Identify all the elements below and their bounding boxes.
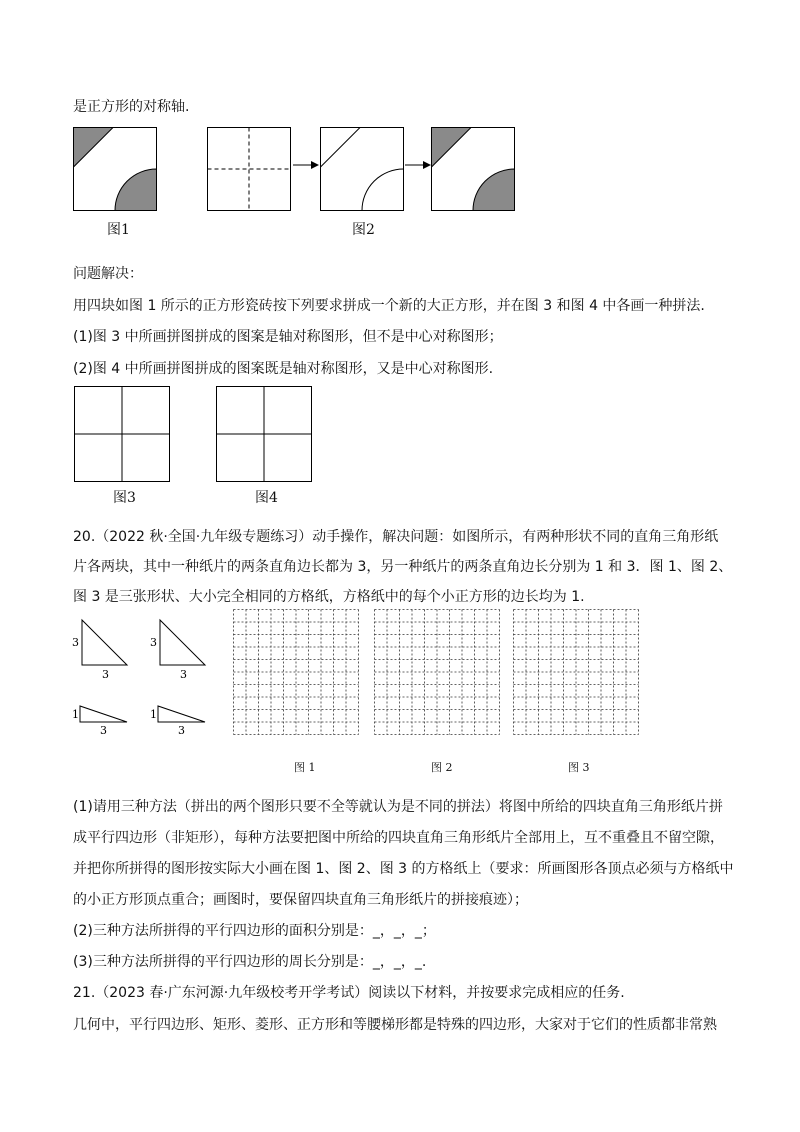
arrow-1	[293, 160, 319, 170]
grid-1-caption: 图 1	[294, 761, 316, 774]
text-line-5: (2)图 4 中所画拼图拼成的图案既是轴对称图形，又是中心对称图形.	[73, 361, 494, 377]
text-line-13: (2)三种方法所拼得的平行四边形的面积分别是：_，_，_；	[73, 923, 436, 939]
text-line-7: 片各两块，其中一种纸片的两条直角边长都为 3，另一种纸片的两条直角边长分别为 1 和 3．图 1、图 2、	[73, 559, 733, 575]
figure-2-step-2-outline	[320, 127, 404, 211]
text-line-1: 是正方形的对称轴.	[73, 99, 190, 115]
text-line-9: (1)请用三种方法（拼出的两个图形只要不全等就认为是不同的拼法）将图中所给的四块直角三角形纸片拼	[73, 799, 723, 815]
triangle-d-base-label: 3	[178, 724, 185, 737]
grid-paper-1	[233, 609, 359, 735]
text-line-3: 用四块如图 1 所示的正方形瓷砖按下列要求拼成一个新的大正方形，并在图 3 和图 4 中各画一种拼法.	[73, 298, 705, 314]
text-line-8: 图 3 是三张形状、大小完全相同的方格纸，方格纸中的每个小正方形的边长均为 1.	[73, 589, 585, 605]
text-line-10: 成平行四边形（非矩形），每种方法要把图中所给的四块直角三角形纸片全部用上，互不重叠且不留空隙，	[73, 830, 724, 846]
triangle-d-side-label: 1	[150, 708, 157, 721]
figure-2-step-3-shaded	[431, 127, 515, 211]
triangle-c-side-label: 1	[72, 708, 79, 721]
triangle-1-3-c	[72, 700, 134, 740]
grid-paper-3	[513, 609, 639, 735]
figure-3-grid	[74, 386, 170, 482]
triangle-b-base-label: 3	[180, 668, 187, 681]
arrow-2	[405, 160, 431, 170]
grid-2-caption: 图 2	[431, 761, 453, 774]
text-line-16: 几何中，平行四边形、矩形、菱形、正方形和等腰梯形都是特殊的四边形，大家对于它们的性质都非常熟	[73, 1017, 717, 1033]
text-line-11: 并把你所拼得的图形按实际大小画在图 1、图 2、图 3 的方格纸上（要求：所画图形各顶点必须与方格纸中	[73, 861, 734, 877]
triangle-a-base-label: 3	[102, 668, 109, 681]
figure-1-caption: 图1	[107, 222, 130, 238]
triangle-3-3-a	[72, 614, 134, 684]
text-line-2: 问题解决：	[73, 266, 143, 282]
figure-1-tile	[73, 127, 157, 211]
text-line-4: (1)图 3 中所画拼图拼成的图案是轴对称图形，但不是中心对称图形；	[73, 329, 503, 345]
text-line-6: 20.（2022 秋·全国·九年级专题练习）动手操作，解决问题：如图所示，有两种形状不同的直角三角形纸	[73, 529, 719, 545]
grid-paper-2	[374, 609, 500, 735]
text-line-12: 的小正方形顶点重合；画图时，要保留四块直角三角形纸片的拼接痕迹）；	[73, 892, 528, 908]
triangle-c-base-label: 3	[100, 724, 107, 737]
text-line-15: 21.（2023 春·广东河源·九年级校考开学考试）阅读以下材料，并按要求完成相应的任务.	[73, 985, 625, 1001]
figure-2-caption: 图2	[352, 222, 375, 238]
figure-3-caption: 图3	[113, 490, 136, 506]
grid-3-caption: 图 3	[568, 761, 590, 774]
text-line-14: (3)三种方法所拼得的平行四边形的周长分别是：_，_，_.	[73, 954, 427, 970]
figure-4-grid	[216, 386, 312, 482]
triangle-a-side-label: 3	[72, 636, 79, 649]
figure-4-caption: 图4	[255, 490, 278, 506]
triangle-b-side-label: 3	[150, 636, 157, 649]
triangle-3-3-b	[150, 614, 212, 684]
figure-2-step-1-dashed	[207, 127, 291, 211]
triangle-1-3-d	[150, 700, 212, 740]
